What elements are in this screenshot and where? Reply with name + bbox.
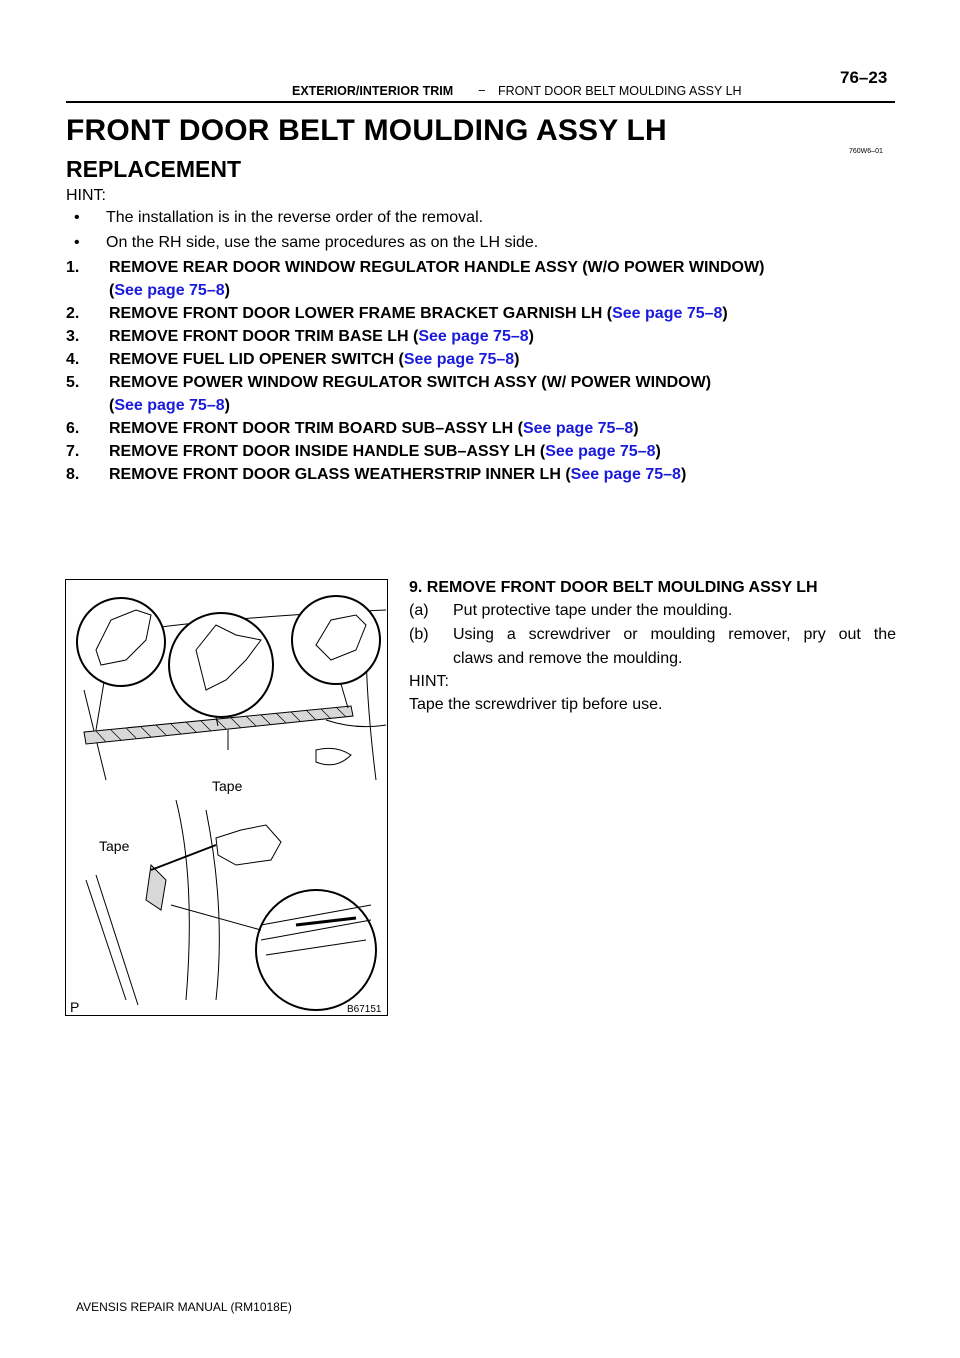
see-page-link[interactable]: See page 75–8 (612, 305, 723, 322)
header-section: EXTERIOR/INTERIOR TRIM (292, 84, 454, 98)
step-9b-label: (b) (409, 626, 429, 643)
bullet-icon: • (74, 234, 80, 251)
header-rule (66, 101, 895, 103)
bullet-icon: • (74, 209, 80, 226)
see-page-link[interactable]: See page 75–8 (114, 282, 225, 299)
belt-moulding-removal-illustration (66, 580, 388, 1016)
step-9-hint-label: HINT: (409, 673, 449, 690)
corner-mark: P (70, 999, 80, 1015)
header-subsection: FRONT DOOR BELT MOULDING ASSY LH (498, 84, 742, 98)
step-5-ref: (See page 75–8) (109, 397, 230, 414)
see-page-link[interactable]: See page 75–8 (545, 443, 656, 460)
step-9a-label: (a) (409, 602, 429, 619)
step-9a-text: Put protective tape under the moulding. (453, 602, 733, 619)
step-9b-text-line2: claws and remove the moulding. (453, 650, 683, 667)
footer: AVENSIS REPAIR MANUAL (RM1018E) (76, 1300, 292, 1314)
see-page-link[interactable]: See page 75–8 (522, 420, 634, 437)
see-page-link[interactable]: See page 75–8 (114, 397, 225, 414)
see-page-link[interactable]: See page 75–8 (403, 351, 515, 368)
tape-label-2: Tape (99, 838, 130, 854)
header-separator: − (478, 83, 486, 98)
step-1-ref: (See page 75–8) (109, 282, 230, 299)
step-9b-text-line1: Using a screwdriver or moulding remover, pry out the (453, 626, 896, 643)
document-id: 760W6–01 (849, 148, 883, 155)
step-9-hint-text: Tape the screwdriver tip before use. (409, 696, 663, 713)
page-number: 76–23 (840, 68, 888, 87)
figure-id: B67151 (347, 1004, 382, 1015)
step-9-title: 9. REMOVE FRONT DOOR BELT MOULDING ASSY LH (409, 579, 818, 596)
see-page-link[interactable]: See page 75–8 (418, 328, 529, 345)
section-subtitle: REPLACEMENT (66, 156, 242, 182)
page-title: FRONT DOOR BELT MOULDING ASSY LH (66, 114, 667, 147)
illustration-figure (65, 579, 388, 1016)
see-page-link[interactable]: See page 75–8 (570, 466, 681, 483)
tape-label-1: Tape (212, 778, 243, 794)
hint-label: HINT: (66, 187, 106, 204)
